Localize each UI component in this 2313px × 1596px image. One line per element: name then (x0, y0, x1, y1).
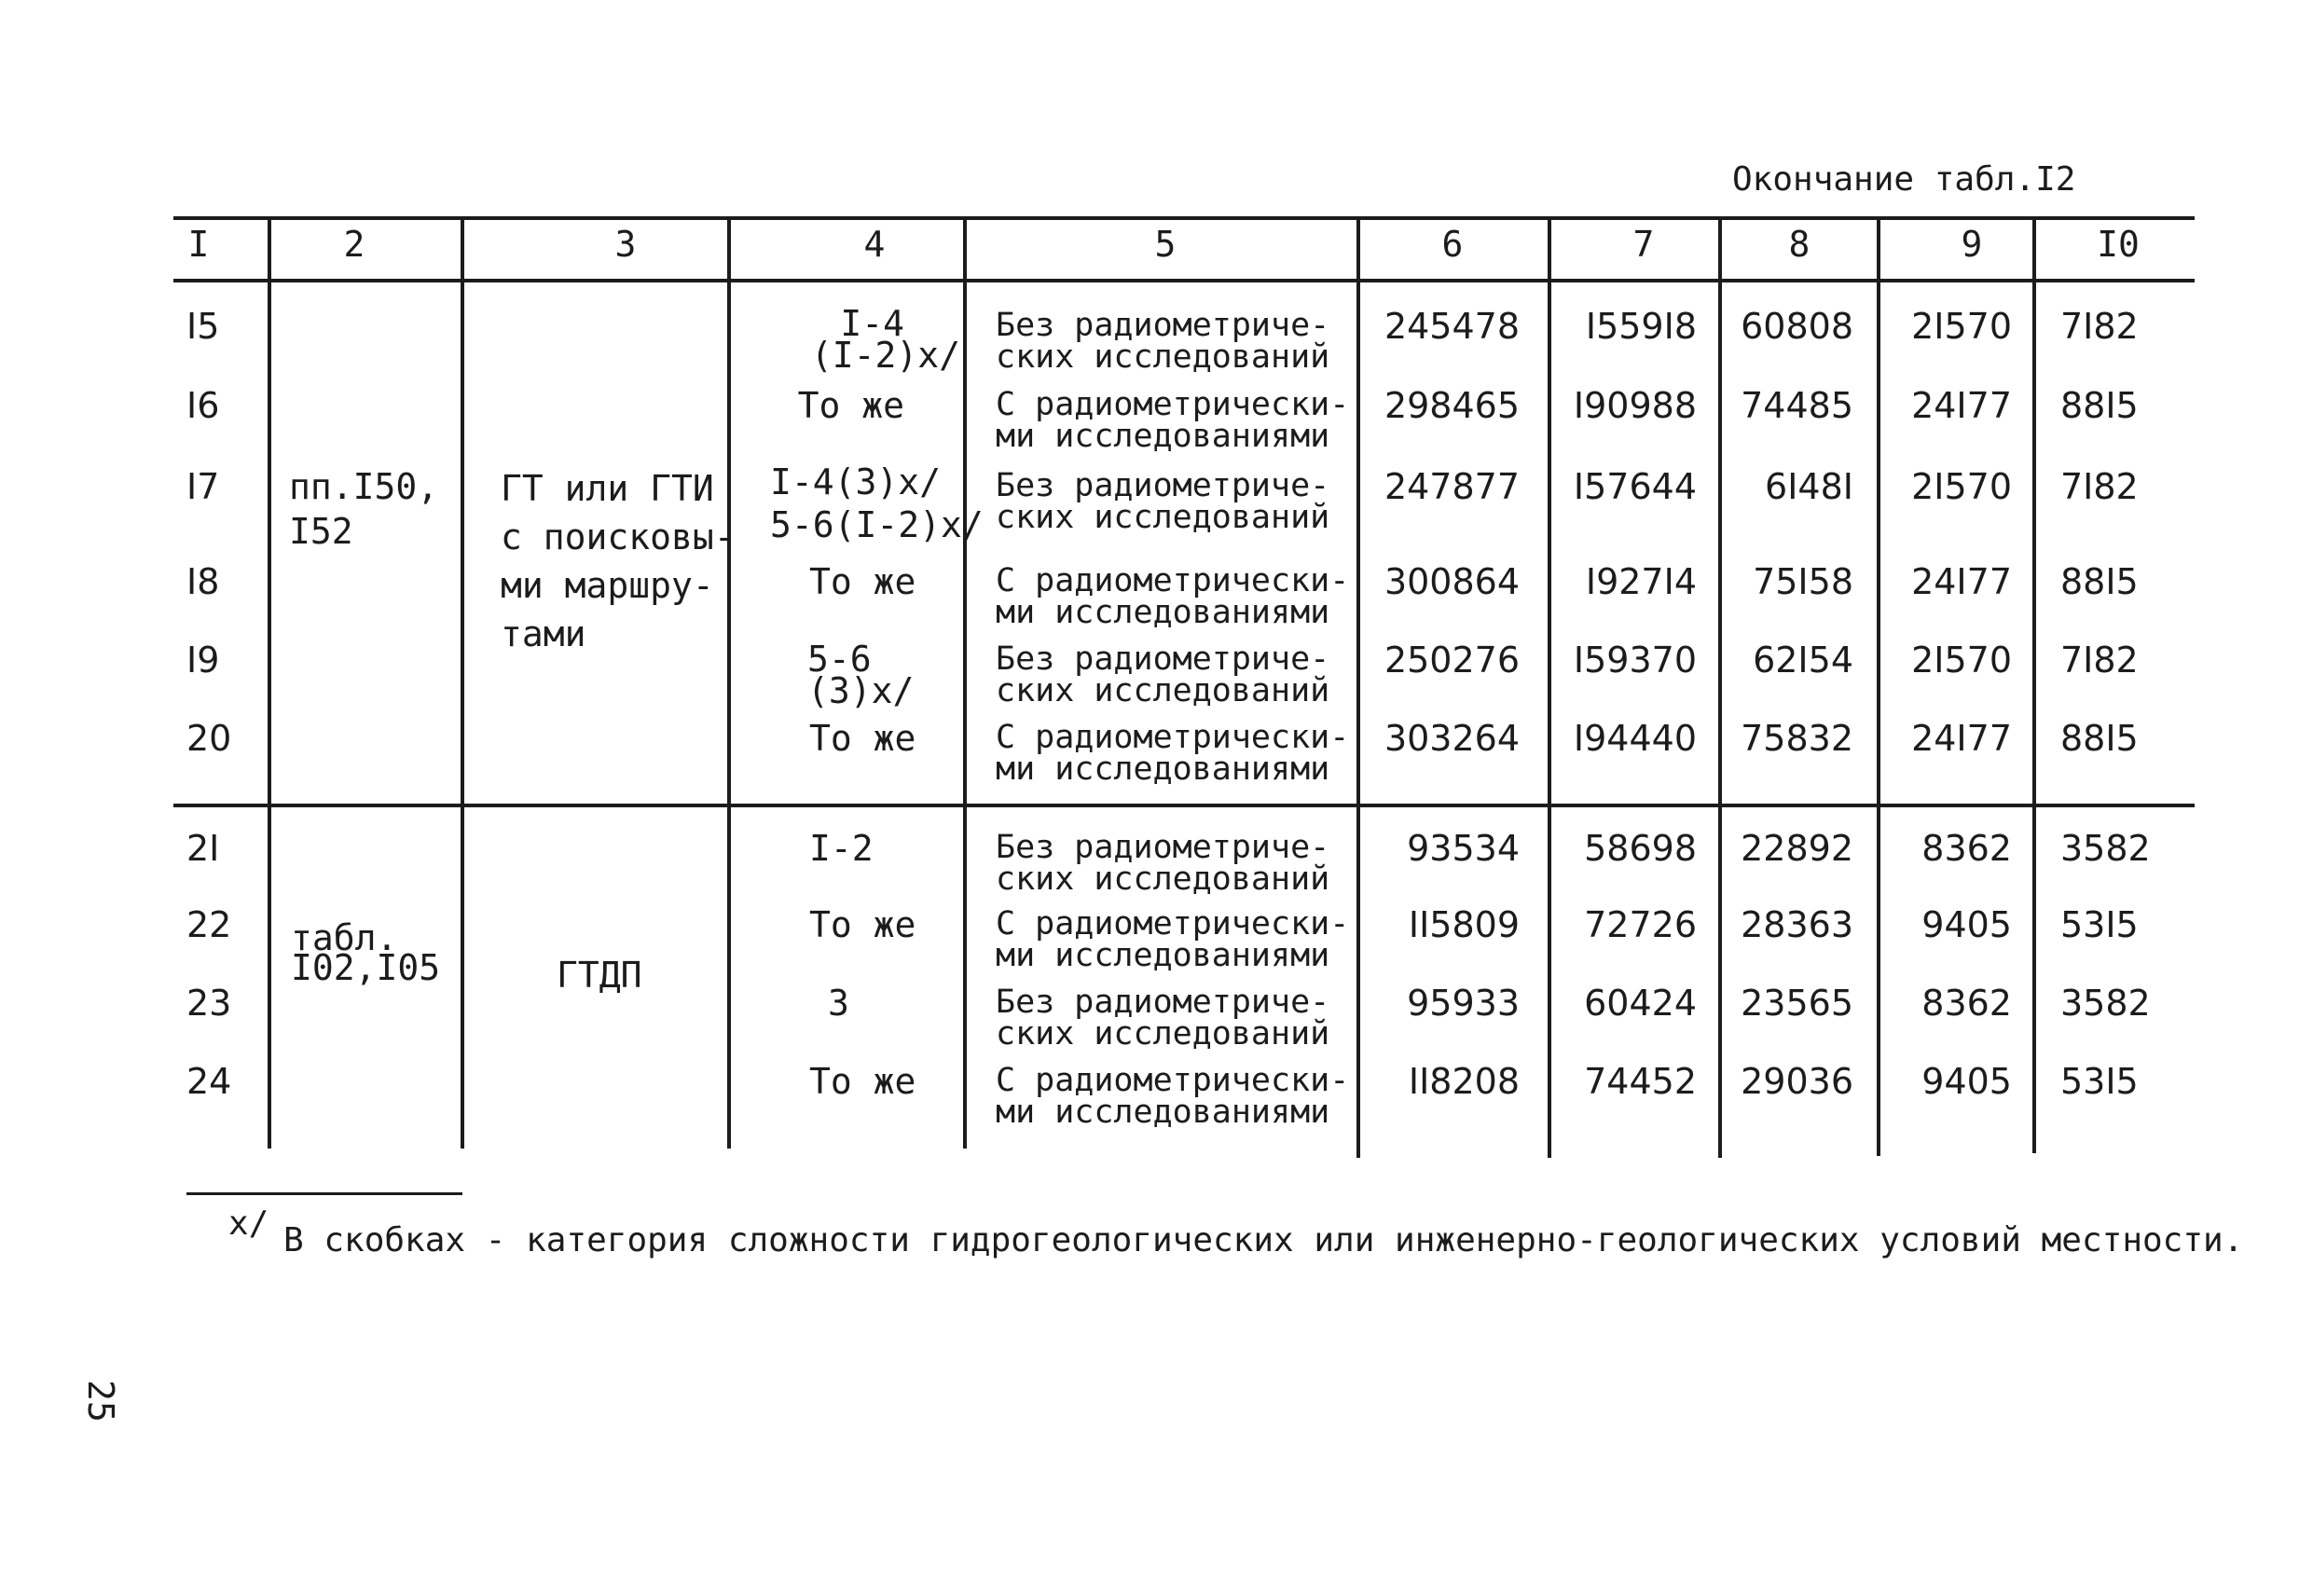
group-2-col-3 (557, 951, 642, 999)
row-col-4-line-1: То же (809, 561, 916, 602)
group-2-col-3-line-1: ГТДП (557, 955, 642, 996)
group-divider-rule (173, 804, 2195, 807)
row-col-7: 58698 (1584, 828, 1697, 869)
row-col-8: 23565 (1741, 983, 1853, 1024)
row-col-5-line-1: С радиометрически- (996, 1062, 1350, 1099)
row-col-5-line-1: Без радиометриче- (996, 984, 1330, 1021)
row-number: 24 (186, 1061, 232, 1102)
row-col-10: 3582 (2060, 828, 2151, 869)
row-col-5-line-1: С радиометрически- (996, 562, 1350, 599)
row-col-5-line-1: Без радиометриче- (996, 829, 1330, 866)
row-col-8: 22892 (1741, 828, 1853, 869)
group-1-col-2-line-2: I52 (289, 511, 353, 552)
row-col-4 (807, 639, 915, 711)
header-col-1: I (187, 224, 210, 265)
group-1-col-3 (501, 464, 736, 658)
row-col-10: 3582 (2060, 983, 2151, 1024)
row-col-10: 88I5 (2060, 718, 2139, 759)
row-col-5-line-1: Без радиометриче- (996, 467, 1330, 504)
header-col-7: 7 (1632, 224, 1655, 265)
row-col-9: 24I77 (1911, 718, 2012, 759)
row-col-6: II5809 (1408, 904, 1520, 945)
row-col-5 (996, 640, 1330, 709)
row-col-4 (809, 720, 916, 757)
row-col-5 (996, 905, 1350, 974)
row-col-9: 8362 (1921, 983, 2012, 1024)
row-col-6: 95933 (1407, 983, 1520, 1024)
header-col-10: I0 (2097, 224, 2140, 265)
row-col-5-line-2: ми исследованиями (996, 418, 1330, 455)
table-caption: Окончание табл.I2 (1732, 160, 2076, 199)
row-col-4 (809, 830, 874, 867)
row-col-5-line-1: С радиометрически- (996, 905, 1350, 942)
row-col-10: 88I5 (2060, 561, 2139, 602)
row-col-4-line-2: (3)x/ (807, 670, 915, 711)
group-1-col-2 (289, 464, 438, 554)
row-col-4-line-1: I-4 (840, 303, 904, 344)
row-col-10: 53I5 (2060, 904, 2139, 945)
header-col-2: 2 (343, 224, 365, 265)
row-number: I7 (186, 466, 220, 507)
row-col-4-line-1: То же (809, 904, 916, 945)
row-col-5-line-1: Без радиометриче- (996, 307, 1330, 344)
row-col-10: 7I82 (2060, 640, 2139, 681)
row-col-4-line-1: 5-6 (807, 639, 872, 680)
header-col-4: 4 (863, 224, 886, 265)
row-col-8: 75I58 (1753, 561, 1853, 602)
row-col-5-line-2: ских исследований (996, 1015, 1330, 1053)
row-col-6: 247877 (1384, 466, 1520, 507)
row-col-9: 2I570 (1911, 466, 2012, 507)
row-col-5 (996, 307, 1330, 376)
row-col-9: 24I77 (1911, 385, 2012, 426)
row-col-10: 53I5 (2060, 1061, 2139, 1102)
col-divider-4 (963, 216, 967, 1149)
row-col-4-line-2: 5-6(I-2)x/ (770, 504, 984, 545)
group-2-col-2-line-2: I02,I05 (291, 947, 441, 988)
row-col-8: 60808 (1741, 306, 1853, 347)
footnote-rule (186, 1192, 462, 1195)
row-col-4 (828, 984, 849, 1022)
row-col-5-line-2: ских исследований (996, 860, 1330, 898)
row-col-8: 6I48I (1765, 466, 1853, 507)
table-top-rule (173, 216, 2195, 220)
row-col-7: 60424 (1584, 983, 1697, 1024)
row-col-7: I927I4 (1585, 561, 1697, 602)
row-col-4-line-1: I-4(3)x/ (770, 461, 942, 502)
row-col-4-line-1: То же (797, 385, 904, 426)
row-number: 20 (186, 718, 232, 759)
row-col-5-line-1: С радиометрически- (996, 719, 1350, 756)
row-col-4 (809, 1063, 916, 1100)
row-col-4-line-1: I-2 (809, 828, 874, 869)
header-col-5: 5 (1154, 224, 1177, 265)
row-col-4 (809, 563, 916, 600)
row-col-6: 300864 (1384, 561, 1520, 602)
col-divider-9 (2032, 216, 2036, 1153)
row-col-6: 298465 (1384, 385, 1520, 426)
row-col-10: 7I82 (2060, 306, 2139, 347)
row-col-9: 24I77 (1911, 561, 2012, 602)
row-col-4 (764, 303, 960, 376)
row-col-4-line-1: То же (809, 1061, 916, 1102)
row-col-9: 8362 (1921, 828, 2012, 869)
col-divider-7 (1718, 216, 1722, 1158)
row-col-6: 250276 (1384, 640, 1520, 681)
group-1-col-3-line-4: тами (501, 613, 586, 654)
row-col-7: I90988 (1573, 385, 1697, 426)
row-col-4-line-1: То же (809, 718, 916, 759)
row-col-5-line-1: Без радиометриче- (996, 640, 1330, 678)
row-number: I9 (186, 640, 220, 681)
col-divider-1 (268, 216, 271, 1149)
row-col-7: I59370 (1573, 640, 1697, 681)
row-col-7: I94440 (1573, 718, 1697, 759)
row-col-5-line-2: ми исследованиями (996, 594, 1330, 631)
row-col-9: 9405 (1921, 1061, 2012, 1102)
group-1-col-3-line-2: с поисковы- (501, 516, 736, 557)
col-divider-5 (1356, 216, 1360, 1158)
row-col-5-line-2: ми исследованиями (996, 750, 1330, 788)
group-1-col-3-line-1: ГТ или ГТИ (501, 468, 714, 509)
row-number: 23 (186, 983, 232, 1024)
row-number: 22 (186, 904, 232, 945)
row-col-10: 7I82 (2060, 466, 2139, 507)
group-2-col-2-line-1: табл. (291, 917, 398, 958)
row-col-5-line-2: ских исследований (996, 338, 1330, 376)
footnote-mark: x/ (228, 1204, 269, 1243)
col-divider-8 (1877, 216, 1880, 1156)
group-2-col-2 (291, 917, 441, 988)
col-divider-2 (461, 216, 464, 1149)
row-col-9: 2I570 (1911, 306, 2012, 347)
row-col-4 (770, 461, 984, 546)
row-col-7: I57644 (1573, 466, 1697, 507)
row-col-5-line-2: ми исследованиями (996, 1094, 1330, 1131)
header-col-3: 3 (614, 224, 637, 265)
row-col-5-line-2: ских исследований (996, 499, 1330, 536)
row-col-7: I559I8 (1585, 306, 1697, 347)
row-col-5 (996, 829, 1330, 898)
group-1-col-3-line-3: ми маршру- (501, 565, 714, 606)
row-col-9: 2I570 (1911, 640, 2012, 681)
row-col-6: II8208 (1408, 1061, 1520, 1102)
row-col-6: 93534 (1407, 828, 1520, 869)
row-col-8: 28363 (1741, 904, 1853, 945)
col-divider-6 (1548, 216, 1551, 1158)
row-col-4-line-1: 3 (828, 983, 849, 1024)
row-number: 2I (186, 828, 220, 869)
row-col-5 (996, 562, 1350, 631)
row-col-5-line-1: С радиометрически- (996, 386, 1350, 423)
row-col-9: 9405 (1921, 904, 2012, 945)
row-col-5 (996, 719, 1350, 788)
row-col-7: 74452 (1584, 1061, 1697, 1102)
group-1-col-2-line-1: пп.I50, (289, 466, 439, 507)
page-number: 25 (80, 1380, 121, 1423)
header-col-8: 8 (1788, 224, 1810, 265)
row-col-8: 62I54 (1753, 640, 1853, 681)
row-number: I8 (186, 561, 220, 602)
row-col-5-line-2: ских исследований (996, 672, 1330, 709)
row-col-8: 29036 (1741, 1061, 1853, 1102)
row-col-8: 74485 (1741, 385, 1853, 426)
row-col-5 (996, 467, 1330, 536)
row-col-5 (996, 1062, 1350, 1131)
row-number: I5 (186, 306, 220, 347)
header-col-6: 6 (1441, 224, 1464, 265)
row-col-5 (996, 386, 1350, 455)
row-col-10: 88I5 (2060, 385, 2139, 426)
row-number: I6 (186, 385, 220, 426)
row-col-8: 75832 (1741, 718, 1853, 759)
header-bottom-rule (173, 279, 2195, 282)
header-col-9: 9 (1961, 224, 1983, 265)
row-col-7: 72726 (1584, 904, 1697, 945)
row-col-6: 303264 (1384, 718, 1520, 759)
row-col-4 (809, 906, 916, 943)
row-col-4 (764, 387, 904, 424)
row-col-6: 245478 (1384, 306, 1520, 347)
row-col-5-line-2: ми исследованиями (996, 937, 1330, 974)
footnote-text: В скобках - категория сложности гидрогеологических или инженерно-геологических условий местности. (283, 1221, 2244, 1259)
row-col-4-line-2: (I-2)x/ (810, 335, 960, 376)
row-col-5 (996, 984, 1330, 1053)
col-divider-3 (727, 216, 731, 1149)
